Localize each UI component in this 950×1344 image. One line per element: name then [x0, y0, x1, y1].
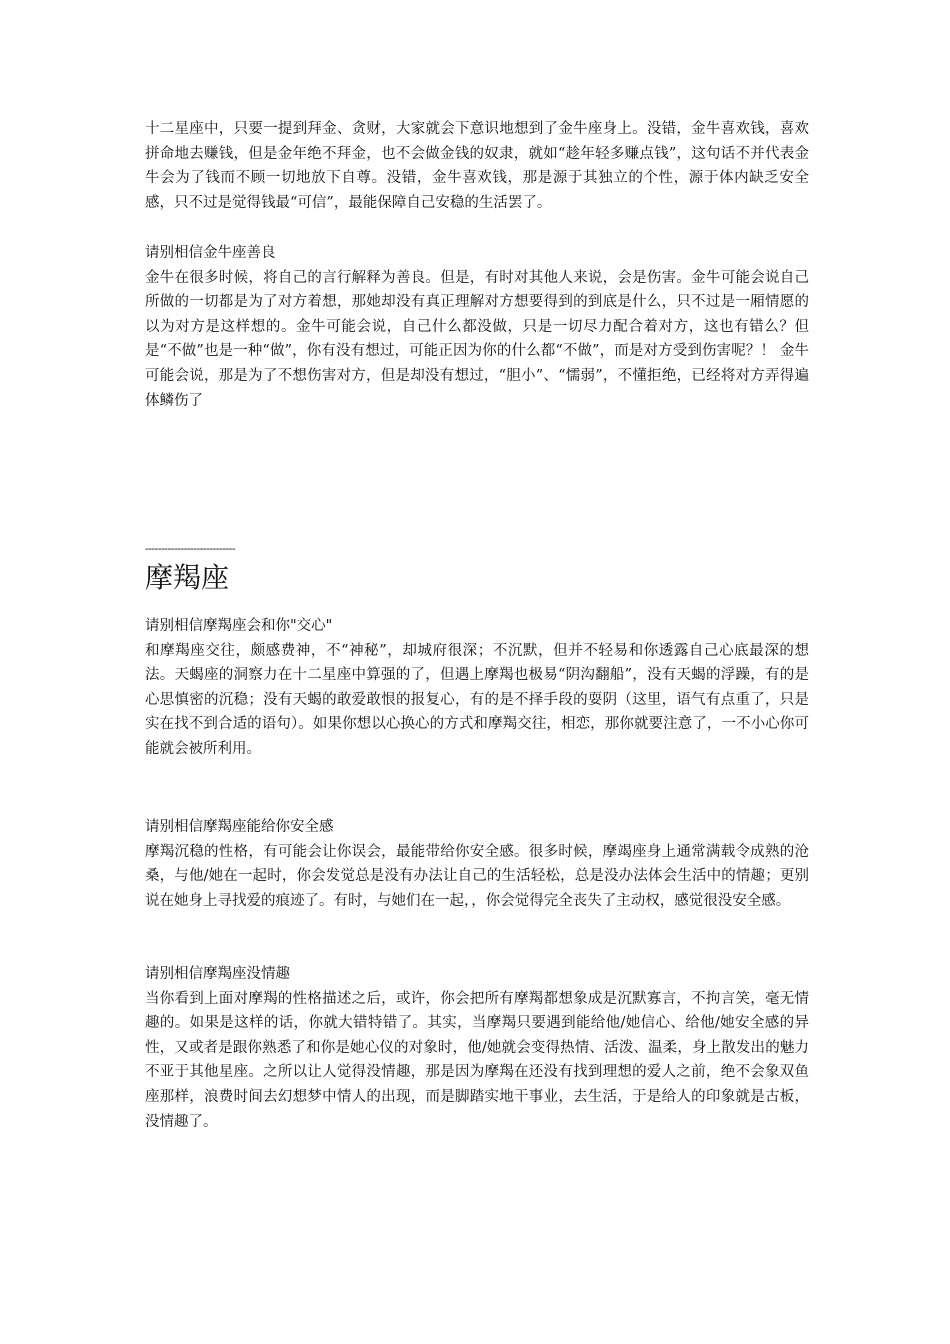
section-divider: ----------------------------: [145, 542, 236, 555]
section-heading: 请别相信摩羯座会和你"交心": [145, 618, 333, 634]
section-paragraph: 摩羯沉稳的性格，有可能会让你误会，最能带给你安全感。很多时候，摩竭座身上通常满载令成熟的沧桑，与他/她在一起时，你会发觉总是没有办法让自己的生活轻松，总是没办法体会生活中的情趣；更别说在她身上寻找爱的痕迹了。有时，与她们在一起，，你会觉得完全丧失了主动权，感觉很没安全感。: [145, 843, 809, 909]
capricorn-heart-section: [145, 614, 809, 762]
section-heading: 请别相信金牛座善良: [145, 245, 276, 261]
section-paragraph: 和摩羯座交往，颇感费神，不“神秘”，却城府很深；不沉默，但并不轻易和你透露自己心底最深的想法。天蝎座的洞察力在十二星座中算强的了，但遇上摩羯也极易“阴沟翻船”，没有天蝎的浮躁，有的是心思慎密的沉稳；没有天蝎的敢爱敢恨的报复心，有的是不择手段的耍阴（这里，语气有点重了，只是实在找不到合适的语句）。如果你想以心换心的方式和摩羯交往，相恋，那你就要注意了，一不小心你可能就会被所利用。: [145, 642, 809, 757]
section-heading: 请别相信摩羯座能给你安全感: [145, 819, 334, 835]
intro-section: [145, 117, 809, 215]
capricorn-title: 摩羯座: [145, 561, 230, 594]
intro-paragraph: 十二星座中，只要一提到拜金、贪财，大家就会下意识地想到了金牛座身上。没错，金牛喜欢钱，喜欢拼命地去赚钱，但是金年绝不拜金，也不会做金钱的奴隶，就如“趁年轻多赚点钱”，这句话不并代表金牛会为了钱而不顾一切地放下自尊。没错，金牛喜欢钱，那是源于其独立的个性，源于体内缺乏安全感，只不过是觉得钱最“可信”，最能保障自己安稳的生活罢了。: [145, 121, 809, 211]
capricorn-security-section: [145, 815, 809, 913]
section-heading: 请别相信摩羯座没情趣: [145, 966, 290, 982]
section-paragraph: 当你看到上面对摩羯的性格描述之后，或许，你会把所有摩羯都想象成是沉默寡言，不拘言笑，毫无情趣的。如果是这样的话，你就大错特错了。其实，当摩羯只要遇到能给他/她信心、给他/她安全感的异性，又或者是跟你熟悉了和你是她心仪的对象时，他/她就会变得热情、活泼、温柔，身上散发出的魅力不亚于其他星座。之所以让人觉得没情趣，那是因为摩羯在还没有找到理想的爱人之前，绝不会象双鱼座那样，浪费时间去幻想梦中情人的出现，而是脚踏实地干事业，去生活，于是给人的印象就是古板，没情趣了。: [145, 990, 809, 1130]
section-paragraph: 金牛在很多时候，将自己的言行解释为善良。但是，有时对其他人来说，会是伤害。金牛可能会说自己所做的一切都是为了对方着想，那她却没有真正理解对方想要得到的到底是什么，只不过是一厢情愿的以为对方是这样想的。金牛可能会说，自己什么都没做，只是一切尽力配合着对方，这也有错么？但是“不做”也是一种“做”，你有没有想过，可能正因为你的什么都“不做”，而是对方受到伤害呢？！ 金牛可能会说，那是为了不想伤害对方，但是却没有想过，“胆小”、“懦弱”，不懂拒绝，已经将对方弄得遍体鳞伤了: [145, 269, 809, 409]
capricorn-fun-section: [145, 962, 809, 1134]
taurus-kind-section: [145, 241, 809, 413]
